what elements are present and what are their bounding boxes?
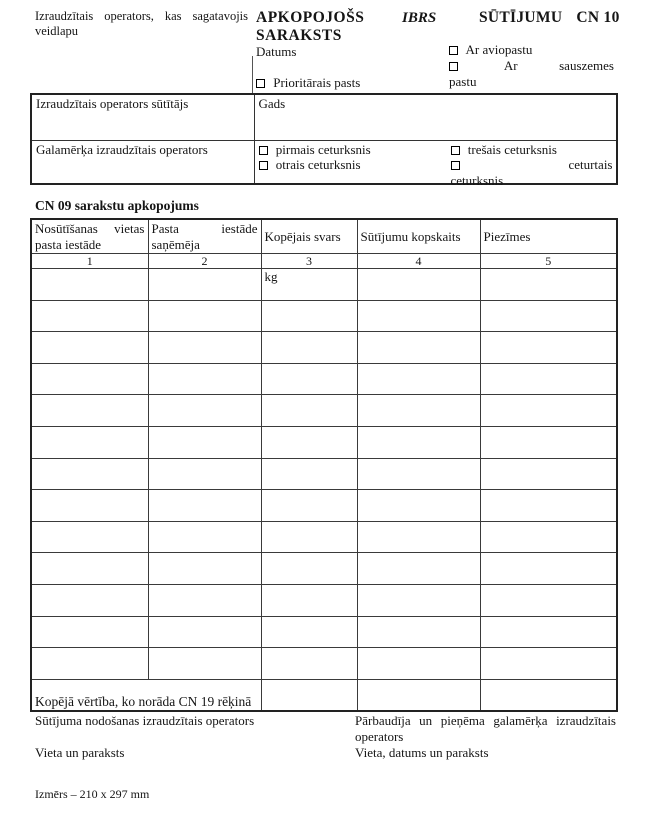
empty-cell[interactable] bbox=[357, 332, 480, 364]
mail-mode-options bbox=[449, 42, 614, 90]
destination-operator-row bbox=[31, 140, 617, 184]
quarter4-checkbox[interactable] bbox=[451, 161, 460, 170]
quarter-options-cell bbox=[254, 140, 617, 188]
empty-cell[interactable] bbox=[148, 490, 261, 522]
airmail-label: Ar aviopastu bbox=[465, 42, 533, 57]
empty-cell[interactable] bbox=[31, 490, 148, 522]
quarter1-checkbox[interactable] bbox=[259, 146, 268, 155]
table-row bbox=[31, 395, 617, 427]
shipment-word: SŪTĪJUMU bbox=[479, 9, 563, 26]
empty-cell[interactable] bbox=[261, 363, 357, 395]
vertical-divider-line bbox=[252, 56, 253, 93]
page-title-line2: SARAKSTS bbox=[256, 27, 342, 44]
page-title-line1: APKOPOJOŠS bbox=[256, 9, 365, 26]
operators-table bbox=[30, 93, 618, 188]
empty-cell[interactable] bbox=[480, 648, 617, 680]
table-row bbox=[31, 616, 617, 648]
column-number-2: 2 bbox=[148, 254, 261, 269]
table-row bbox=[31, 426, 617, 458]
empty-cell[interactable] bbox=[480, 395, 617, 427]
col-header-origin-office bbox=[31, 219, 148, 254]
empty-cell[interactable] bbox=[480, 616, 617, 648]
empty-cell[interactable] bbox=[261, 458, 357, 490]
left-signature-label: Vieta un paraksts bbox=[35, 745, 125, 760]
cn09-table bbox=[30, 218, 618, 712]
column-number-4: 4 bbox=[357, 254, 480, 269]
empty-cell[interactable] bbox=[31, 458, 148, 490]
cn09-header-row bbox=[31, 219, 617, 254]
total-notes-cell[interactable] bbox=[480, 679, 617, 711]
col-header-receiving-line2: saņēmēja bbox=[151, 237, 200, 252]
surface-label-line1: Ar sauszemes bbox=[503, 58, 614, 73]
empty-cell[interactable] bbox=[31, 395, 148, 427]
empty-cell[interactable] bbox=[148, 363, 261, 395]
checked-operator-label bbox=[355, 713, 616, 745]
checked-operator-line2: operators bbox=[355, 729, 404, 744]
empty-cell[interactable] bbox=[357, 584, 480, 616]
table-row bbox=[31, 584, 617, 616]
empty-cell[interactable] bbox=[148, 269, 261, 301]
empty-cell[interactable] bbox=[261, 648, 357, 680]
quarter4-option bbox=[451, 157, 613, 173]
empty-cell[interactable] bbox=[357, 395, 480, 427]
quarter3-label: trešais ceturksnis bbox=[467, 141, 557, 157]
empty-cell[interactable] bbox=[480, 300, 617, 332]
handover-operator-label: Sūtījuma nodošanas izraudzītais operators bbox=[35, 713, 255, 728]
empty-cell[interactable] bbox=[31, 332, 148, 364]
table-row bbox=[31, 648, 617, 680]
right-signature-label: Vieta, datums un paraksts bbox=[355, 745, 489, 760]
priority-label: Prioritārais pasts bbox=[273, 75, 361, 90]
empty-cell[interactable] bbox=[480, 458, 617, 490]
table-row bbox=[31, 300, 617, 332]
empty-cell[interactable] bbox=[148, 553, 261, 585]
column-number-1: 1 bbox=[31, 254, 148, 269]
empty-cell[interactable] bbox=[357, 458, 480, 490]
empty-cell[interactable] bbox=[31, 521, 148, 553]
cn09-section-title: CN 09 sarakstu apkopojums bbox=[35, 198, 199, 213]
empty-cell[interactable] bbox=[357, 269, 480, 301]
empty-cell[interactable] bbox=[31, 269, 148, 301]
priority-checkbox[interactable] bbox=[256, 79, 265, 88]
empty-cell[interactable] bbox=[31, 363, 148, 395]
empty-cell[interactable] bbox=[31, 648, 148, 680]
empty-cell[interactable] bbox=[148, 616, 261, 648]
empty-cell[interactable] bbox=[357, 426, 480, 458]
form-code-title bbox=[479, 10, 620, 26]
preparer-label bbox=[35, 9, 248, 39]
empty-cell[interactable] bbox=[261, 553, 357, 585]
empty-cell[interactable] bbox=[261, 300, 357, 332]
empty-cell[interactable] bbox=[480, 269, 617, 301]
empty-cell[interactable] bbox=[357, 490, 480, 522]
quarter1-label: pirmais ceturksnis bbox=[275, 141, 371, 157]
year-label: Gads bbox=[258, 96, 286, 111]
table-row bbox=[31, 490, 617, 522]
destination-operator-cell[interactable] bbox=[31, 140, 254, 184]
paper-size-note: Izmērs – 210 x 297 mm bbox=[35, 787, 150, 801]
surface-option bbox=[449, 58, 614, 74]
empty-cell[interactable] bbox=[480, 521, 617, 553]
col-header-origin-line2: pasta iestāde bbox=[35, 237, 102, 252]
col-header-notes: Piezīmes bbox=[480, 219, 617, 254]
col-header-total-weight: Kopējais svars bbox=[261, 219, 357, 254]
surface-label-line2: pastu bbox=[449, 74, 477, 89]
total-label-cell: Kopējā vērtība, ko norāda CN 19 rēķinā bbox=[31, 679, 261, 711]
empty-cell[interactable] bbox=[261, 332, 357, 364]
preparer-label-line1: Izraudzītais operators, kas sagatavojis bbox=[35, 9, 248, 23]
table-row bbox=[31, 458, 617, 490]
year-cell[interactable] bbox=[254, 94, 617, 140]
empty-cell[interactable] bbox=[261, 616, 357, 648]
checked-operator-line1: Pārbaudīja un pieņēma galamērķa izraudzītais bbox=[355, 713, 616, 728]
sender-operator-label: Izraudzītais operators sūtītājs bbox=[36, 96, 189, 111]
empty-cell[interactable] bbox=[357, 553, 480, 585]
sender-operator-cell[interactable] bbox=[31, 94, 254, 140]
table-row bbox=[31, 332, 617, 364]
empty-cell[interactable] bbox=[261, 490, 357, 522]
empty-cell[interactable] bbox=[148, 521, 261, 553]
total-weight-cell[interactable] bbox=[261, 679, 357, 711]
empty-cell[interactable] bbox=[31, 616, 148, 648]
col-header-receiving-office bbox=[148, 219, 261, 254]
col-header-item-count: Sūtījumu kopskaits bbox=[357, 219, 480, 254]
surface-checkbox[interactable] bbox=[449, 62, 458, 71]
empty-cell[interactable] bbox=[261, 584, 357, 616]
empty-cell[interactable] bbox=[357, 616, 480, 648]
empty-cell[interactable] bbox=[480, 490, 617, 522]
empty-cell[interactable] bbox=[31, 584, 148, 616]
empty-cell[interactable] bbox=[357, 648, 480, 680]
empty-cell[interactable] bbox=[148, 300, 261, 332]
empty-cell[interactable] bbox=[480, 363, 617, 395]
empty-cell[interactable] bbox=[357, 521, 480, 553]
empty-cell[interactable] bbox=[148, 395, 261, 427]
destination-operator-label: Galamērķa izraudzītais operators bbox=[36, 141, 208, 157]
table-row bbox=[31, 363, 617, 395]
empty-cell[interactable] bbox=[148, 426, 261, 458]
empty-cell[interactable] bbox=[261, 521, 357, 553]
airmail-option bbox=[449, 42, 614, 58]
empty-cell[interactable] bbox=[148, 332, 261, 364]
quarter3-option bbox=[451, 142, 613, 158]
empty-cell[interactable] bbox=[31, 300, 148, 332]
column-number-5: 5 bbox=[480, 254, 617, 269]
airmail-checkbox[interactable] bbox=[449, 46, 458, 55]
page-title bbox=[256, 9, 416, 45]
empty-cell[interactable] bbox=[261, 426, 357, 458]
preparer-label-line2: veidlapu bbox=[35, 24, 79, 38]
priority-option bbox=[256, 75, 360, 91]
column-number-row bbox=[31, 254, 617, 269]
col-header-receiving-line1: Pasta iestāde bbox=[151, 221, 258, 236]
quarter-options-right bbox=[451, 142, 613, 189]
total-row bbox=[31, 679, 617, 711]
quarter2-checkbox[interactable] bbox=[259, 161, 268, 170]
cn09-table-body bbox=[31, 269, 617, 712]
unit-cell: kg bbox=[261, 269, 357, 301]
unit-row bbox=[31, 269, 617, 301]
empty-cell[interactable] bbox=[480, 426, 617, 458]
table-row bbox=[31, 521, 617, 553]
empty-cell[interactable] bbox=[480, 332, 617, 364]
empty-cell[interactable] bbox=[357, 363, 480, 395]
form-code: CN 10 bbox=[576, 9, 620, 26]
quarter3-checkbox[interactable] bbox=[451, 146, 460, 155]
empty-cell[interactable] bbox=[480, 553, 617, 585]
quarter4-label-line2: ceturksnis bbox=[450, 172, 504, 188]
empty-cell[interactable] bbox=[148, 648, 261, 680]
column-number-3: 3 bbox=[261, 254, 357, 269]
empty-cell[interactable] bbox=[357, 300, 480, 332]
empty-cell[interactable] bbox=[261, 395, 357, 427]
table-row bbox=[31, 553, 617, 585]
sender-operator-row bbox=[31, 94, 617, 140]
empty-cell[interactable] bbox=[480, 584, 617, 616]
date-label: Datums bbox=[256, 44, 297, 59]
empty-cell[interactable] bbox=[148, 584, 261, 616]
quarter4-label-line1: ceturtais bbox=[568, 157, 613, 172]
ibrs-label: IBRS bbox=[402, 10, 437, 26]
empty-cell[interactable] bbox=[31, 426, 148, 458]
empty-cell[interactable] bbox=[31, 553, 148, 585]
empty-cell[interactable] bbox=[148, 458, 261, 490]
col-header-origin-line1: Nosūtīšanas vietas bbox=[35, 221, 145, 236]
quarter2-label: otrais ceturksnis bbox=[275, 157, 361, 172]
total-count-cell[interactable] bbox=[357, 679, 480, 711]
